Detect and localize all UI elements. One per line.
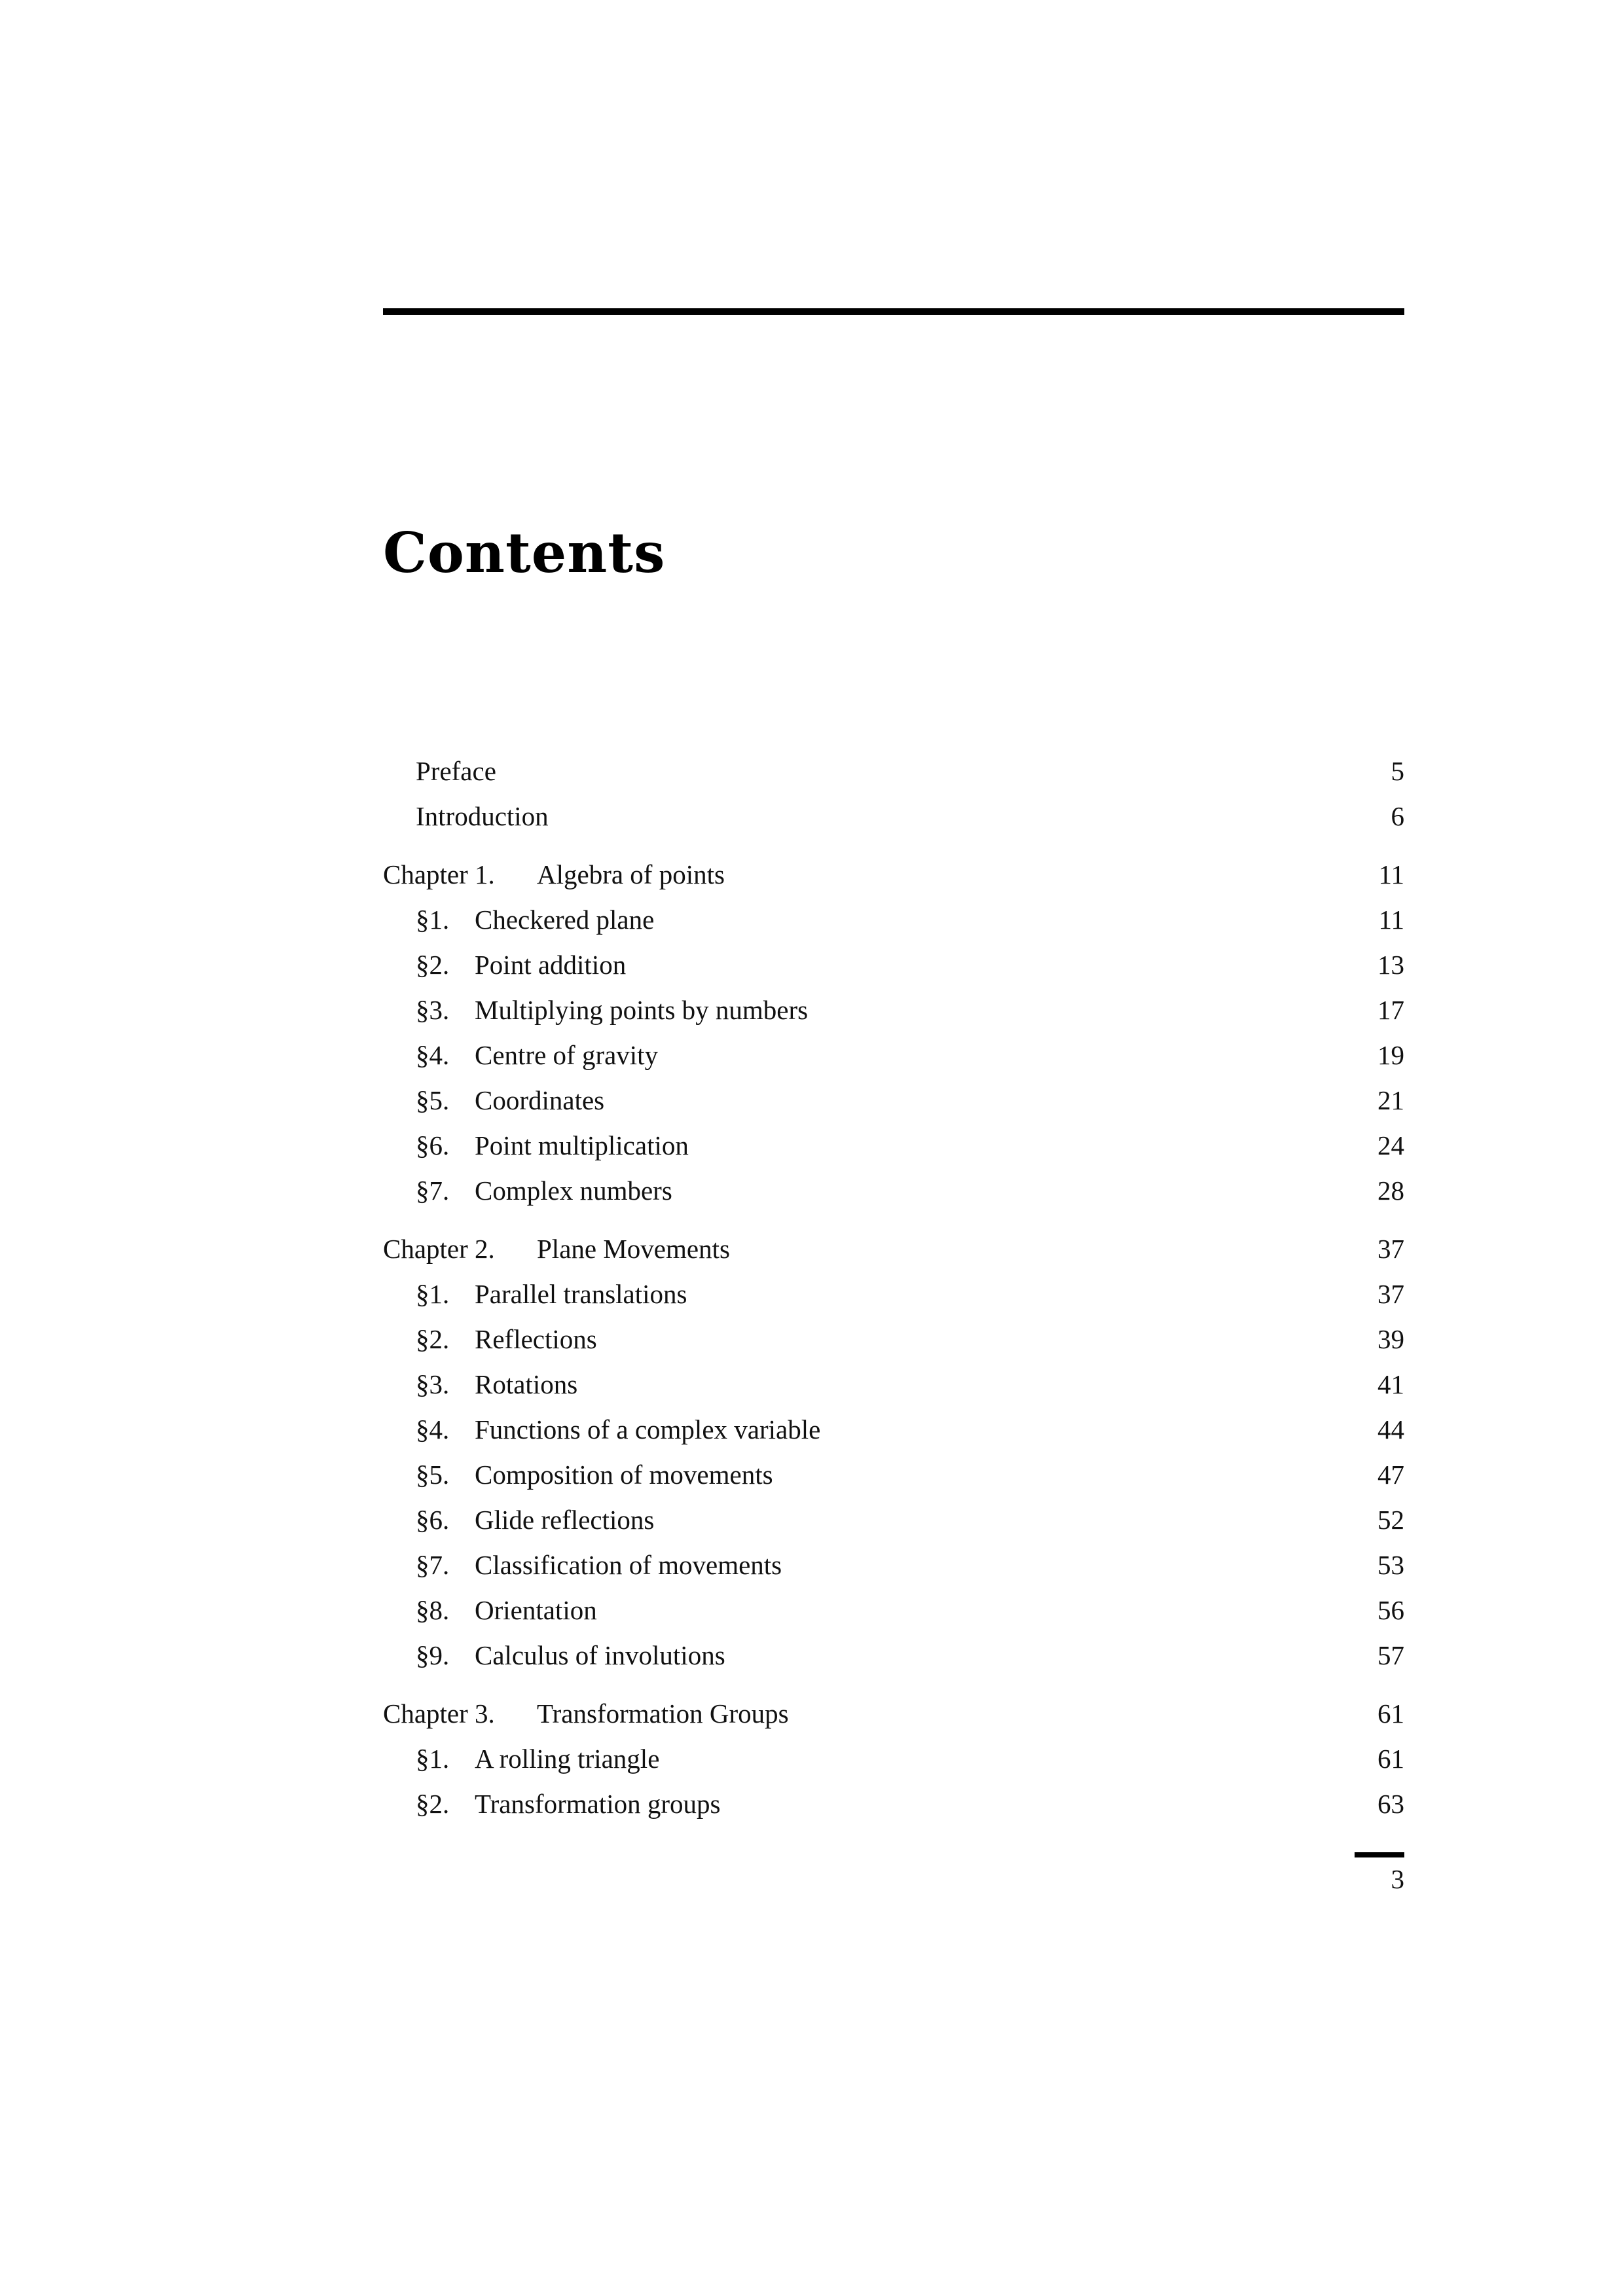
section-number: §7.: [416, 1550, 450, 1580]
toc-entry-label: Introduction: [416, 801, 549, 831]
section-title: Reflections: [475, 1324, 597, 1354]
section-title: Coordinates: [475, 1085, 605, 1115]
toc-section[interactable]: [383, 1410, 1404, 1455]
chapter-title: Transformation Groups: [537, 1698, 789, 1729]
section-page: 53: [1377, 1550, 1404, 1580]
section-number: §6.: [416, 1130, 450, 1160]
section-title: Parallel translations: [475, 1279, 687, 1309]
section-number: §4.: [416, 1414, 450, 1444]
section-page: 24: [1377, 1130, 1404, 1160]
section-number: §1.: [416, 1744, 450, 1774]
toc-section[interactable]: [383, 1319, 1404, 1365]
section-page: 21: [1377, 1085, 1404, 1115]
section-number: §5.: [416, 1460, 450, 1490]
toc-section[interactable]: [383, 1739, 1404, 1784]
section-title: Calculus of involutions: [475, 1640, 725, 1670]
section-number: §2.: [416, 1789, 450, 1819]
toc-section[interactable]: [383, 1636, 1404, 1681]
toc-chapter-3[interactable]: [383, 1694, 1404, 1739]
section-page: 56: [1377, 1595, 1404, 1625]
section-title: Functions of a complex variable: [475, 1414, 821, 1444]
toc-section[interactable]: [383, 1365, 1404, 1410]
section-page: 39: [1377, 1324, 1404, 1354]
toc-section[interactable]: [383, 1081, 1404, 1126]
section-page: 52: [1377, 1505, 1404, 1535]
toc-section[interactable]: [383, 945, 1404, 990]
toc-section[interactable]: [383, 990, 1404, 1035]
toc-section[interactable]: [383, 1035, 1404, 1081]
section-number: §8.: [416, 1595, 450, 1625]
section-title: A rolling triangle: [475, 1744, 660, 1774]
section-page: 11: [1378, 905, 1404, 935]
toc-entry-page: 5: [1391, 756, 1404, 786]
section-number: §6.: [416, 1505, 450, 1535]
toc-section[interactable]: [383, 900, 1404, 945]
section-page: 17: [1377, 995, 1404, 1025]
section-number: §3.: [416, 995, 450, 1025]
section-page: 61: [1377, 1744, 1404, 1774]
section-title: Point addition: [475, 950, 627, 980]
section-title: Centre of gravity: [475, 1040, 659, 1070]
section-title: Composition of movements: [475, 1460, 773, 1490]
toc-section[interactable]: [383, 1455, 1404, 1500]
toc-entry-preface[interactable]: [383, 751, 1404, 797]
section-title: Classification of movements: [475, 1550, 782, 1580]
section-number: §3.: [416, 1369, 450, 1399]
section-page: 63: [1377, 1789, 1404, 1819]
section-page: 44: [1377, 1414, 1404, 1444]
toc-chapter-2[interactable]: [383, 1229, 1404, 1274]
page-title: Contents: [383, 520, 666, 585]
section-title: Orientation: [475, 1595, 597, 1625]
section-number: §2.: [416, 950, 450, 980]
toc-section[interactable]: [383, 1500, 1404, 1545]
section-number: §5.: [416, 1085, 450, 1115]
section-title: Glide reflections: [475, 1505, 655, 1535]
toc-entry-label: Preface: [416, 756, 496, 786]
section-title: Complex numbers: [475, 1175, 672, 1206]
section-page: 47: [1377, 1460, 1404, 1490]
chapter-title: Algebra of points: [537, 859, 725, 889]
section-number: §9.: [416, 1640, 450, 1670]
toc-section[interactable]: [383, 1545, 1404, 1590]
chapter-page: 37: [1377, 1234, 1404, 1264]
top-rule: [383, 308, 1404, 315]
section-page: 28: [1377, 1175, 1404, 1206]
chapter-title: Plane Movements: [537, 1234, 730, 1264]
chapter-page: 11: [1378, 859, 1404, 889]
section-title: Rotations: [475, 1369, 578, 1399]
toc-section[interactable]: [383, 1590, 1404, 1636]
section-number: §1.: [416, 1279, 450, 1309]
toc-section[interactable]: [383, 1126, 1404, 1171]
page-number: 3: [1391, 1864, 1404, 1894]
toc-chapter-1[interactable]: [383, 855, 1404, 900]
section-page: 57: [1377, 1640, 1404, 1670]
section-number: §7.: [416, 1175, 450, 1206]
section-number: §4.: [416, 1040, 450, 1070]
toc-entry-introduction[interactable]: [383, 797, 1404, 842]
toc-entry-page: 6: [1391, 801, 1404, 831]
chapter-number: Chapter 1.: [383, 859, 495, 889]
section-title: Multiplying points by numbers: [475, 995, 809, 1025]
toc-section[interactable]: [383, 1171, 1404, 1216]
footer-rule: [1355, 1852, 1404, 1857]
table-of-contents: [383, 751, 1404, 1829]
toc-section[interactable]: [383, 1784, 1404, 1829]
section-page: 19: [1377, 1040, 1404, 1070]
section-page: 37: [1377, 1279, 1404, 1309]
toc-section[interactable]: [383, 1274, 1404, 1319]
section-title: Checkered plane: [475, 905, 655, 935]
section-number: §2.: [416, 1324, 450, 1354]
section-title: Point multiplication: [475, 1130, 689, 1160]
chapter-page: 61: [1377, 1698, 1404, 1729]
section-title: Transformation groups: [475, 1789, 721, 1819]
chapter-number: Chapter 3.: [383, 1698, 495, 1729]
section-number: §1.: [416, 905, 450, 935]
section-page: 13: [1377, 950, 1404, 980]
section-page: 41: [1377, 1369, 1404, 1399]
chapter-number: Chapter 2.: [383, 1234, 495, 1264]
